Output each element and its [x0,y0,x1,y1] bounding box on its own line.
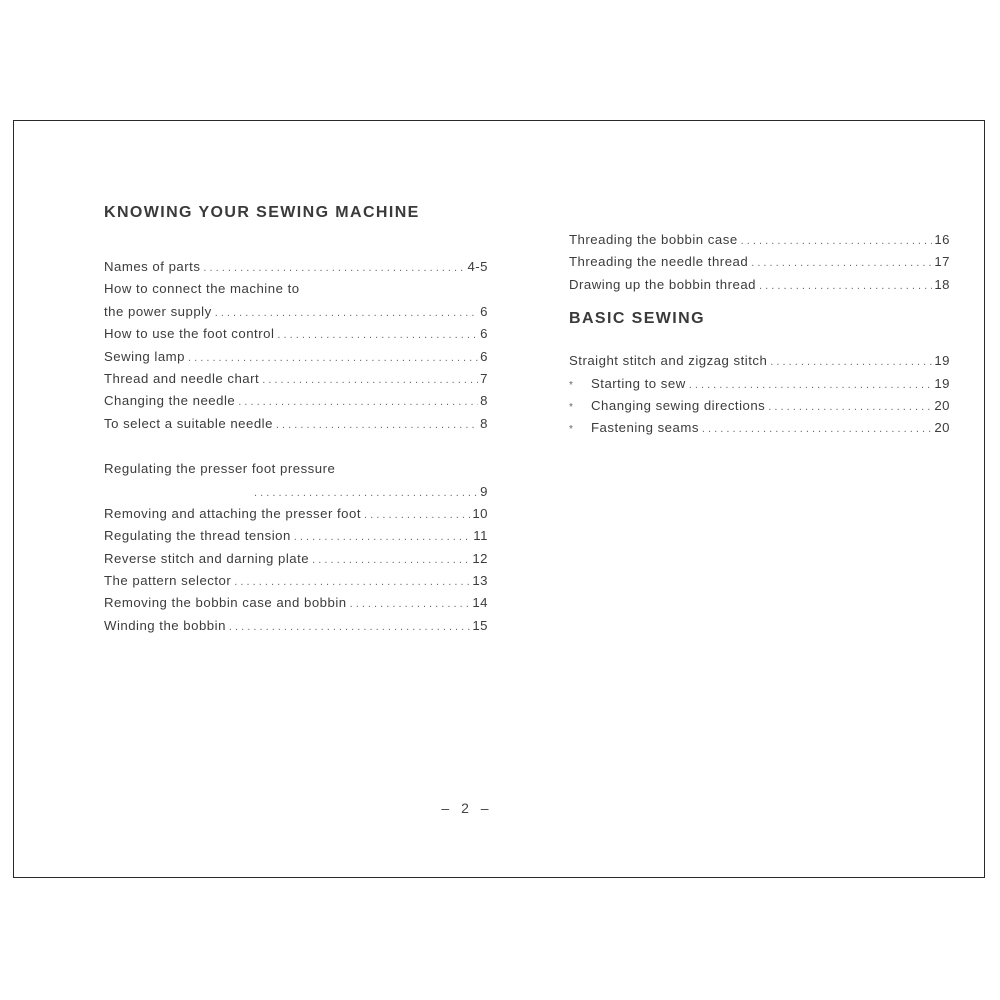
bullet-marker: * [569,424,574,436]
toc-entry: . . . 9 [104,481,488,503]
toc-list-threading [569,229,950,296]
toc-list-basic-sewing [569,350,950,440]
toc-entry: Regulating the thread tension . . . 11 [104,525,488,547]
toc-entry: Threading the bobbin case . . . 16 [569,229,950,251]
toc-entry: Winding the bobbin . . . 15 [104,615,488,637]
toc-list-regulating [104,458,488,637]
toc-entry: * Starting to sew . . . 19 [569,373,950,395]
toc-entry: Reverse stitch and darning plate . . . 12 [104,548,488,570]
toc-entry: The pattern selector . . . 13 [104,570,488,592]
section-heading-basic-sewing: BASIC SEWING [569,310,705,328]
toc-entry: the power supply . . . 6 [104,301,488,323]
toc-entry: Straight stitch and zigzag stitch . . . 19 [569,350,950,372]
toc-entry: Removing the bobbin case and bobbin . . . 14 [104,592,488,614]
contents-right-column [569,229,950,440]
toc-entry: How to connect the machine to [104,281,300,297]
toc-entry: Removing and attaching the presser foot . . . 10 [104,503,488,525]
toc-entry: Names of parts . . . 4-5 [104,256,488,278]
toc-entry: Changing the needle . . . 8 [104,390,488,412]
toc-entry: How to use the foot control . . . 6 [104,323,488,345]
toc-entry: * Fastening seams . . . 20 [569,417,950,439]
contents-left-column [104,204,488,637]
toc-list-knowing [104,256,488,435]
page-number: – 2 – [441,800,493,816]
bullet-marker: * [569,379,574,391]
bullet-marker: * [569,401,574,413]
toc-entry: To select a suitable needle . . . 8 [104,413,488,435]
section-heading-knowing-your-machine: KNOWING YOUR SEWING MACHINE [104,204,420,221]
toc-entry: Threading the needle thread . . . 17 [569,251,950,273]
toc-entry: Sewing lamp . . . 6 [104,346,488,368]
toc-entry: Drawing up the bobbin thread . . . 18 [569,274,950,296]
toc-entry: Regulating the presser foot pressure [104,461,336,477]
toc-entry: Thread and needle chart . . . 7 [104,368,488,390]
toc-entry: * Changing sewing directions . . . 20 [569,395,950,417]
